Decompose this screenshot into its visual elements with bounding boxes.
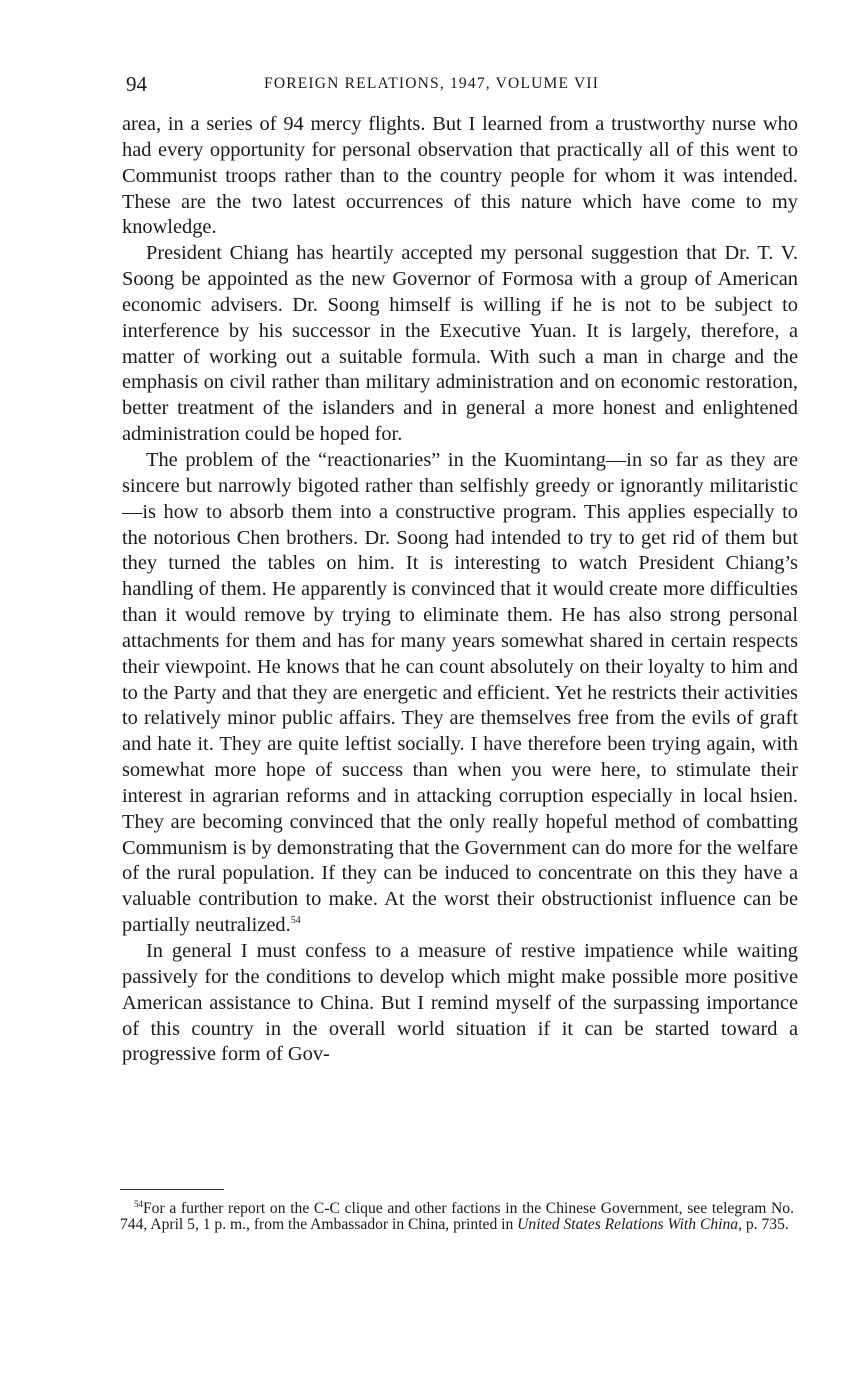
footnote-paragraph [120,1198,794,1233]
paragraph-reactionaries-text: The problem of the “reactionaries” in the Kuomintang—in so far as they are sincere but narrowly bigoted rather than selfishly greedy or ignorantly militaristic—is how to absorb them into a constructive program. This applies especially to the notorious Chen brothers. Dr. Soong had intended to try to get rid of them but they turned the tables on him. It is interesting to watch President Chiang’s handling of them. He apparently is convinced that it would create more difficulties than it would remove by trying to eliminate them. He has also strong personal attachments for them and has for many years somewhat shared in certain respects their viewpoint. He knows that he can count absolutely on their loyalty to him and to the Party and that they are energetic and efficient. Yet he restricts their activities to relatively minor public affairs. They are themselves free from the evils of graft and hate it. They are quite leftist socially. I have therefore been trying again, with somewhat more hope of success than when you were here, to stimulate their interest in agrarian reforms and in attacking corruption especially in local hsien. They are becoming convinced that the only really hopeful method of combatting Communism is by demonstrating that the Government can do more for the welfare of the rural population. If they can be induced to concentrate on this they have a valuable contribution to make. At the worst their obstructionist influence can be partially neutralized. [122,448,798,937]
running-head: FOREIGN RELATIONS, 1947, VOLUME VII [264,75,600,92]
footnote-text-after: p. 735. [741,1216,789,1233]
page-number: 94 [126,72,147,96]
footnote-text-before: For a further report on the C-C clique and other factions in the Chinese Government, see telegram No. 744, April 5, 1 p. m., from the Ambassador in China, printed in [120,1200,794,1233]
page-header [126,72,806,96]
footnote-italic-title: United States Relations With China, [517,1216,742,1233]
body-text [122,112,798,1068]
footnote [120,1198,794,1233]
footnote-reference[interactable]: 54 [290,915,301,927]
paragraph-reactionaries [122,448,798,939]
footnote-mark: 54 [134,1198,143,1209]
paragraph-soong-formosa: President Chiang has heartily accepted my personal suggestion that Dr. T. V. Soong be appointed as the new Governor of Formosa with a group of American economic advisers. Dr. Soong himself is willing if he is not to be subject to interference by his successor in the Executive Yuan. It is largely, therefore, a matter of working out a suitable formula. With such a man in charge and the emphasis on civil rather than military administration and on economic restoration, better treatment of the islanders and in general a more honest and enlightened administration could be hoped for. [122,242,798,446]
paragraph-general: In general I must confess to a measure of restive impatience while waiting passively for the conditions to develop which might make possible more positive American assistance to China. But I remind myself of the surpassing importance of this country in the overall world situation if it can be started toward a progressive form of Gov- [122,940,798,1066]
footnote-divider [120,1189,224,1190]
paragraph-continued: area, in a series of 94 mercy flights. But I learned from a trustworthy nurse who had every opportunity for personal observation that practically all of this went to Communist troops rather than to the country people for whom it was intended. These are the two latest occurrences of this nature which have come to my knowledge. [122,113,798,239]
